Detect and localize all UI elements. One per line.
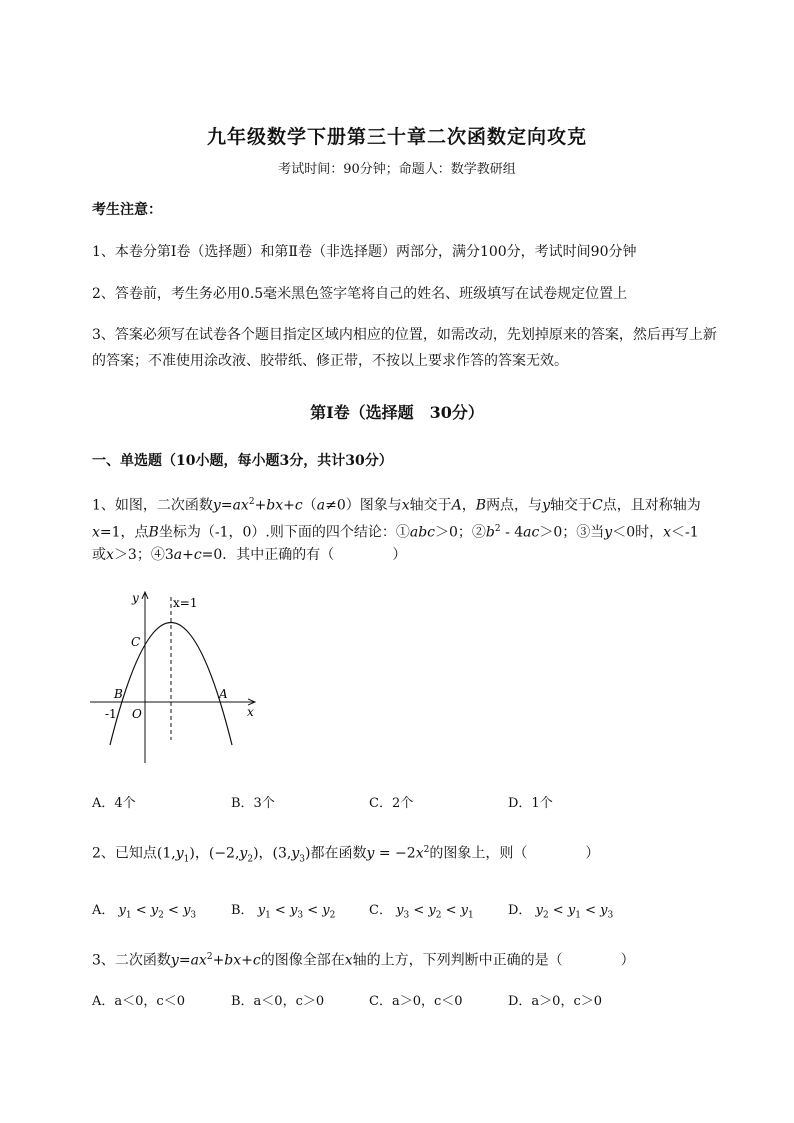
parabola-figure <box>85 585 275 770</box>
q3-option-c[interactable]: C．a＞0，c＜0 <box>369 994 463 1009</box>
question-1-line-2: x=1，点B坐标为（-1，0）.则下面的四个结论：①abc＞0；$②b^2 - 4ac>0$；③当y＜0时，x＜-1 <box>92 524 699 541</box>
q2-option-d[interactable]: D． $y_2 < y_1 < y_3$ <box>508 903 614 921</box>
notice-item: 的答案；不准使用涂改液、胶带纸、修正带，不按以上要求作答的答案无效。 <box>92 353 568 369</box>
notice-item: 3、答案必须写在试卷各个题目指定区域内相应的位置，如需改动，先划掉原来的答案，然后再写上新 <box>92 327 717 343</box>
notice-item: 1、本卷分第I卷（选择题）和第Ⅱ卷（非选择题）两部分，满分100分，考试时间90分钟 <box>92 244 637 260</box>
minus-one-label: -1 <box>105 707 117 721</box>
q2-option-b[interactable]: B． $y_1 < y_3 < y_2$ <box>231 903 336 921</box>
symmetry-axis-label: x=1 <box>173 596 198 610</box>
point-c-label: C <box>131 635 141 649</box>
part-heading: 一、单选题（10小题，每小题3分，共计30分） <box>92 453 393 469</box>
q3-option-a[interactable]: A．a＜0，c＜0 <box>92 994 185 1009</box>
question-1-line-3: 或x＞3；④3a+c=0．其中正确的有（ ） <box>92 547 407 563</box>
notice-item: 2、答卷前，考生务必用0.5毫米黑色签字笔将自己的姓名、班级填写在试卷规定位置上 <box>92 286 628 302</box>
q2-option-c[interactable]: C． $y_3 < y_2 < y_1$ <box>369 903 474 921</box>
x-axis-label: x <box>247 705 254 719</box>
notice-heading: 考生注意： <box>92 202 162 218</box>
page-subtitle: 考试时间：90分钟；命题人：数学教研组 <box>278 162 516 177</box>
q2-option-a[interactable]: A． $y_1 < y_2 < y_3$ <box>92 903 197 921</box>
q3-option-b[interactable]: B．a＜0，c＞0 <box>231 994 325 1009</box>
q1-option-c[interactable]: C．2个 <box>369 796 414 811</box>
question-2-line: 2、已知点$(1,y_1)$，$(-2,y_2)$，$(3,y_3)$都在函数$y = -2x^2$的图象上，则（ ） <box>92 845 600 865</box>
q1-option-a[interactable]: A．4个 <box>92 796 136 811</box>
point-a-label: A <box>219 687 228 701</box>
question-3-line: 3、二次函数$y=ax^2+bx+c$的图像全部在x轴的上方，下列判断中正确的是（ ） <box>92 952 635 969</box>
q1-option-d[interactable]: D．1个 <box>508 796 553 811</box>
point-b-label: B <box>114 687 123 701</box>
q1-option-b[interactable]: B．3个 <box>231 796 275 811</box>
page-title: 九年级数学下册第三十章二次函数定向攻克 <box>206 126 587 148</box>
q3-option-d[interactable]: D．a＞0，c＞0 <box>508 994 602 1009</box>
question-1-line-1: 1、如图，二次函数$y=ax^2+bx+c(a\ne 0)$图象与x轴交于A，B两点，与y轴交于C点，且对称轴为 <box>92 497 701 514</box>
origin-label: O <box>132 707 142 721</box>
y-axis-label: y <box>132 591 139 605</box>
section-title: 第I卷（选择题 30分） <box>310 403 484 422</box>
